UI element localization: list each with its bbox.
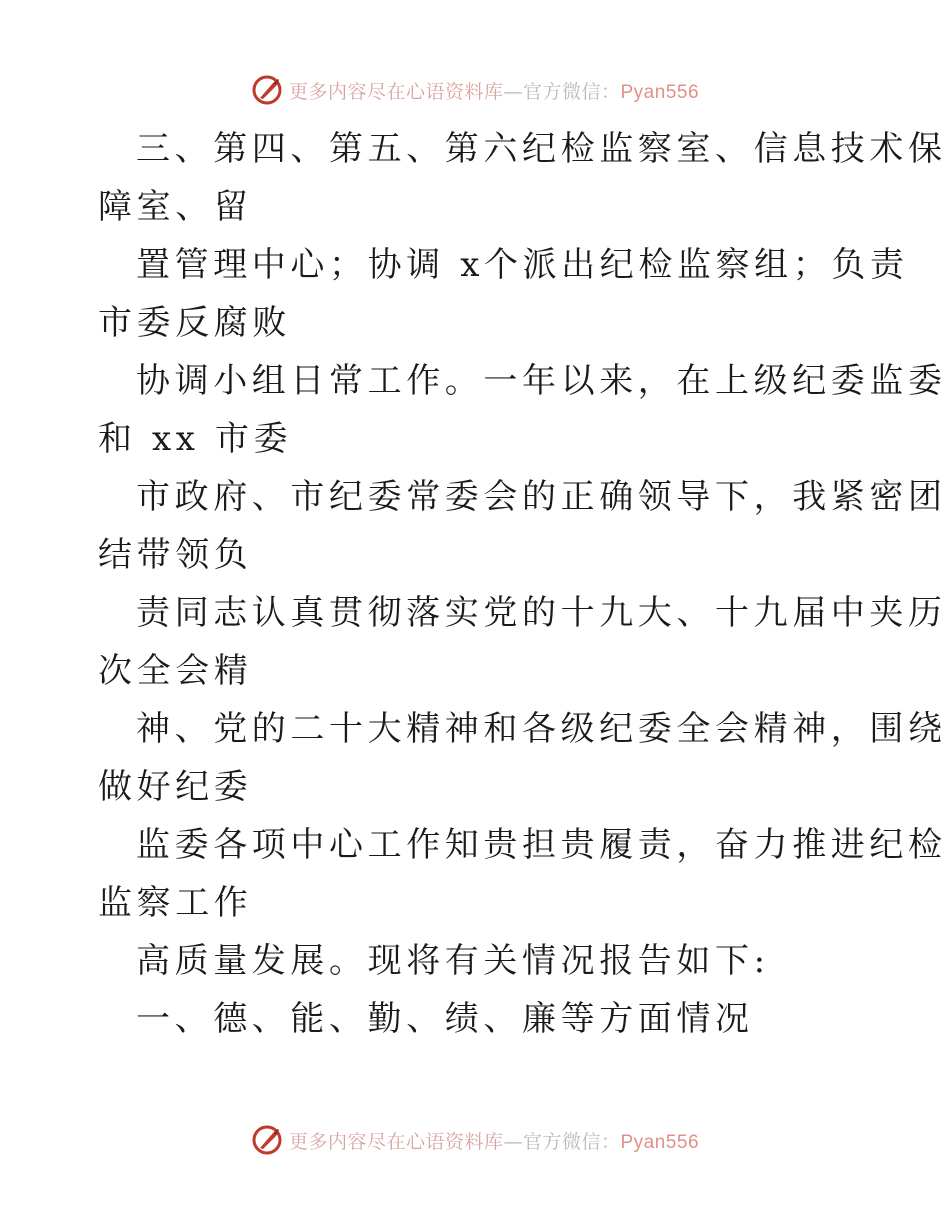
text-line: 监察工作 [98,883,253,923]
footer-wechat-label: 官方微信： [522,1130,621,1153]
header-wechat-label: 官方微信： [522,80,621,103]
text-line: 高质量发展。现将有关情况报告如下: [136,941,770,981]
footer-separator: — [503,1130,523,1153]
document-body [98,120,947,1048]
text-line: 次全会精 [98,651,253,691]
header-separator: — [503,80,523,103]
text-line: 置管理中心；协调 x个派出纪检监察组；负责 [136,245,909,285]
header-banner [0,72,950,108]
header-site-text: 更多内容尽在心语资料库 [288,80,504,103]
text-line: 市政府、市纪委常委会的正确领导下，我紧密团 [136,477,947,517]
footer-banner [0,1122,950,1158]
text-line: 市委反腐败 [98,303,291,343]
text-line: 监委各项中心工作知贵担贵履责，奋力推进纪检 [136,825,947,865]
text-line: 做好纪委 [98,767,253,807]
footer-site-text: 更多内容尽在心语资料库 [288,1130,504,1153]
footer-wechat-id: Pyan556 [620,1131,700,1153]
text-line: 三、第四、第五、第六纪检监察室、信息技术保 [136,129,947,169]
text-line: 协调小组日常工作。一年以来，在上级纪委监委 [136,361,947,401]
text-line: 和 xx 市委 [98,419,293,459]
text-line: 结带领负 [98,535,253,575]
text-line: 障室、留 [98,187,253,227]
text-line: 责同志认真贯彻落实党的十九大、十九届中夹历 [136,593,947,633]
header-banner-text [289,77,699,104]
header-wechat-id: Pyan556 [620,81,700,103]
quill-logo-icon [251,74,283,106]
footer-banner-text [289,1127,699,1154]
quill-logo-icon [251,1124,283,1156]
text-line: 一、德、能、勤、绩、廉等方面情况 [136,999,754,1039]
text-line: 神、党的二十大精神和各级纪委全会精神，围绕 [136,709,947,749]
